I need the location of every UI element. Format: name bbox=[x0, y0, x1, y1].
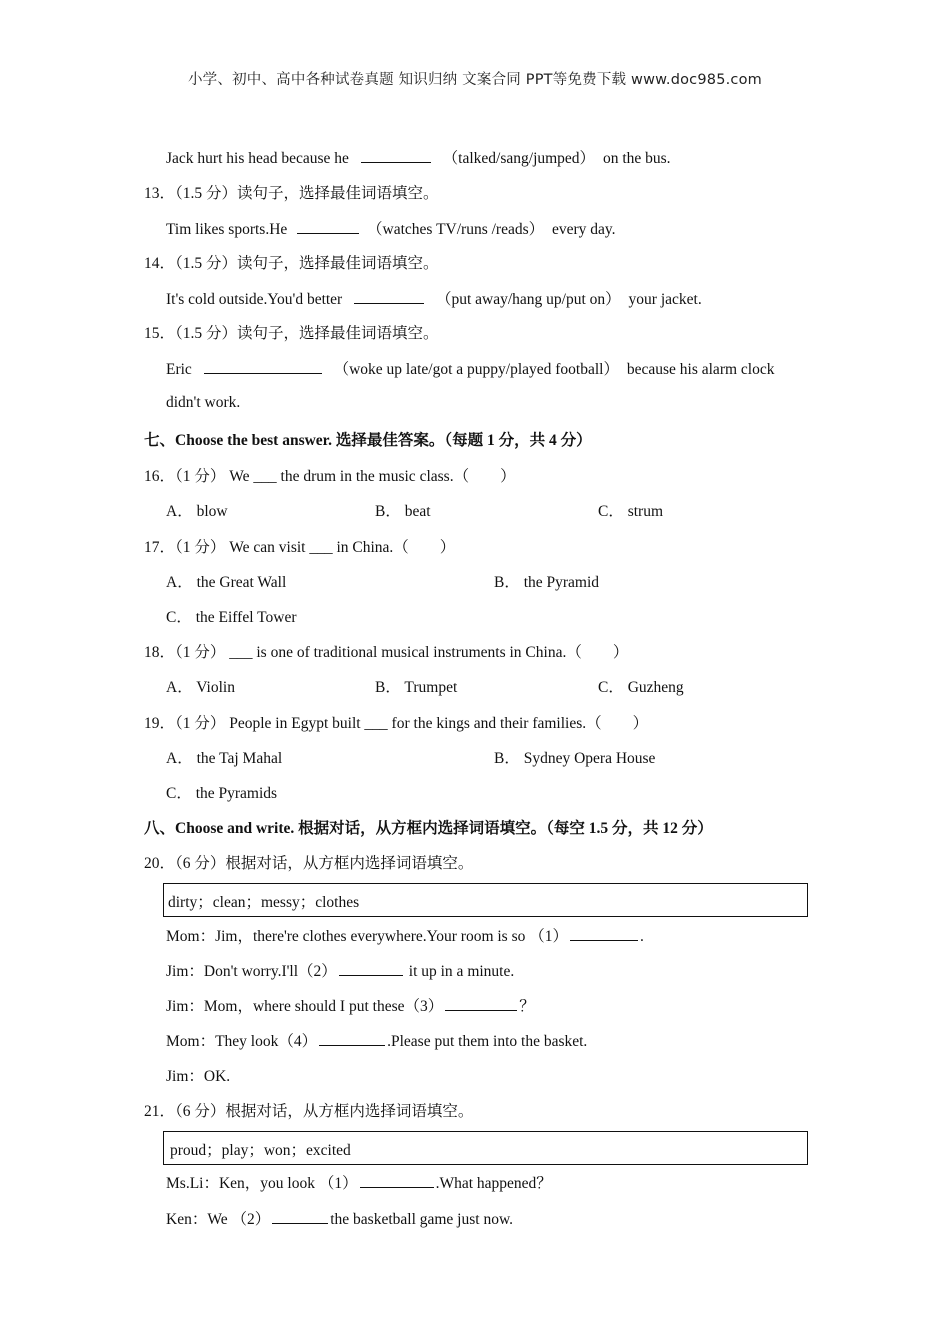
dialogue-text: . bbox=[640, 928, 644, 945]
q15-heading: 15．（1.5 分）读句子，选择最佳词语填空。 bbox=[144, 325, 439, 342]
word-options: （watches TV/runs /reads） bbox=[367, 221, 545, 238]
answer-blank-2[interactable] bbox=[272, 1209, 328, 1224]
q20-line-3 bbox=[166, 994, 535, 1016]
q19-option-b[interactable]: B． Sydney Opera House bbox=[494, 750, 656, 767]
q19-option-a[interactable]: A． the Taj Mahal bbox=[166, 750, 283, 767]
sentence-pre: Tim likes sports.He bbox=[166, 221, 288, 238]
sentence-post: every day. bbox=[551, 221, 616, 238]
word-bank: proud；play；won；excited bbox=[170, 1142, 351, 1159]
dialogue-text: it up in a minute. bbox=[408, 963, 515, 980]
q17-option-c[interactable]: C． the Eiffel Tower bbox=[166, 609, 297, 626]
sentence-pre: Eric bbox=[166, 361, 192, 378]
q16-option-b[interactable]: B． beat bbox=[375, 503, 431, 520]
section-7-title: 七、Choose the best answer. 选择最佳答案。（每题 1 分，共 4 分） bbox=[144, 432, 592, 449]
answer-blank[interactable] bbox=[297, 219, 359, 234]
dialogue-text: .Please put them into the basket. bbox=[387, 1033, 588, 1050]
dialogue-text: Mom：Jim，there're clothes everywhere.Your room is so （1） bbox=[166, 928, 569, 945]
answer-blank-2[interactable] bbox=[339, 961, 403, 976]
q16-option-c[interactable]: C． strum bbox=[598, 503, 664, 520]
answer-blank-1[interactable] bbox=[570, 926, 638, 941]
q13-heading: 13．（1.5 分）读句子，选择最佳词语填空。 bbox=[144, 185, 439, 202]
answer-blank[interactable] bbox=[354, 289, 424, 304]
word-options: （talked/sang/jumped） bbox=[442, 150, 596, 167]
answer-blank-4[interactable] bbox=[319, 1031, 385, 1046]
q17-heading: 17．（1 分） We can visit ___ in China.（ ） bbox=[144, 539, 456, 556]
q20-line-5: Jim：OK. bbox=[166, 1068, 231, 1085]
q18-heading: 18．（1 分） ___ is one of traditional musical instruments in China.（ ） bbox=[144, 644, 629, 661]
q13-sentence bbox=[166, 217, 616, 239]
dialogue-text: Ken：We （2） bbox=[166, 1211, 271, 1228]
dialogue-text: .What happened？ bbox=[435, 1175, 552, 1192]
q14-heading: 14．（1.5 分）读句子，选择最佳词语填空。 bbox=[144, 255, 439, 272]
q15-sentence-continued: didn't work. bbox=[166, 394, 241, 411]
dialogue-text: the basketball game just now. bbox=[330, 1211, 514, 1228]
q21-line-2 bbox=[166, 1207, 513, 1229]
dialogue-text: Jim：Mom，where should I put these（3） bbox=[166, 998, 444, 1015]
q21-line-1 bbox=[166, 1171, 552, 1193]
word-options: （woke up late/got a puppy/played football） bbox=[333, 361, 619, 378]
q21-word-box bbox=[163, 1131, 808, 1165]
q20-line-1 bbox=[166, 924, 644, 946]
q17-option-a[interactable]: A． the Great Wall bbox=[166, 574, 287, 591]
q18-option-c[interactable]: C． Guzheng bbox=[598, 679, 684, 696]
answer-blank[interactable] bbox=[204, 359, 322, 374]
page-header: 小学、初中、高中各种试卷真题 知识归纳 文案合同 PPT等免费下载 www.doc985.com bbox=[187, 72, 763, 88]
dialogue-text: Mom：They look（4） bbox=[166, 1033, 318, 1050]
q18-option-b[interactable]: B． Trumpet bbox=[375, 679, 458, 696]
q20-line-4 bbox=[166, 1029, 587, 1051]
answer-blank-3[interactable] bbox=[445, 996, 517, 1011]
sentence-post: on the bus. bbox=[602, 150, 671, 167]
section-8-title: 八、Choose and write. 根据对话，从方框内选择词语填空。（每空 1.5 分，共 12 分） bbox=[144, 820, 713, 837]
q20-word-box bbox=[163, 883, 808, 917]
q19-heading: 19．（1 分） People in Egypt built ___ for the kings and their families.（ ） bbox=[144, 715, 649, 732]
q20-line-2 bbox=[166, 959, 514, 981]
dialogue-text: ？ bbox=[519, 998, 535, 1015]
q18-option-a[interactable]: A． Violin bbox=[166, 679, 235, 696]
dialogue-text: Jim：Don't worry.I'll（2） bbox=[166, 963, 337, 980]
sentence-post: because his alarm clock bbox=[626, 361, 775, 378]
q16-option-a[interactable]: A． blow bbox=[166, 503, 228, 520]
word-options: （put away/hang up/put on） bbox=[435, 291, 621, 308]
q17-option-b[interactable]: B． the Pyramid bbox=[494, 574, 600, 591]
q15-sentence bbox=[166, 357, 774, 379]
sentence-pre: Jack hurt his head because he bbox=[166, 150, 349, 167]
q20-heading: 20．（6 分）根据对话，从方框内选择词语填空。 bbox=[144, 855, 474, 872]
dialogue-text: Ms.Li：Ken，you look （1） bbox=[166, 1175, 358, 1192]
sentence-post: your jacket. bbox=[628, 291, 702, 308]
answer-blank[interactable] bbox=[361, 148, 431, 163]
q21-heading: 21．（6 分）根据对话，从方框内选择词语填空。 bbox=[144, 1103, 474, 1120]
q19-option-c[interactable]: C． the Pyramids bbox=[166, 785, 278, 802]
answer-blank-1[interactable] bbox=[360, 1173, 434, 1188]
q12-sentence bbox=[166, 146, 671, 168]
sentence-pre: It's cold outside.You'd better bbox=[166, 291, 343, 308]
q14-sentence bbox=[166, 287, 702, 309]
word-bank: dirty；clean；messy；clothes bbox=[168, 894, 360, 911]
q16-heading: 16．（1 分） We ___ the drum in the music class.（ ） bbox=[144, 468, 516, 485]
